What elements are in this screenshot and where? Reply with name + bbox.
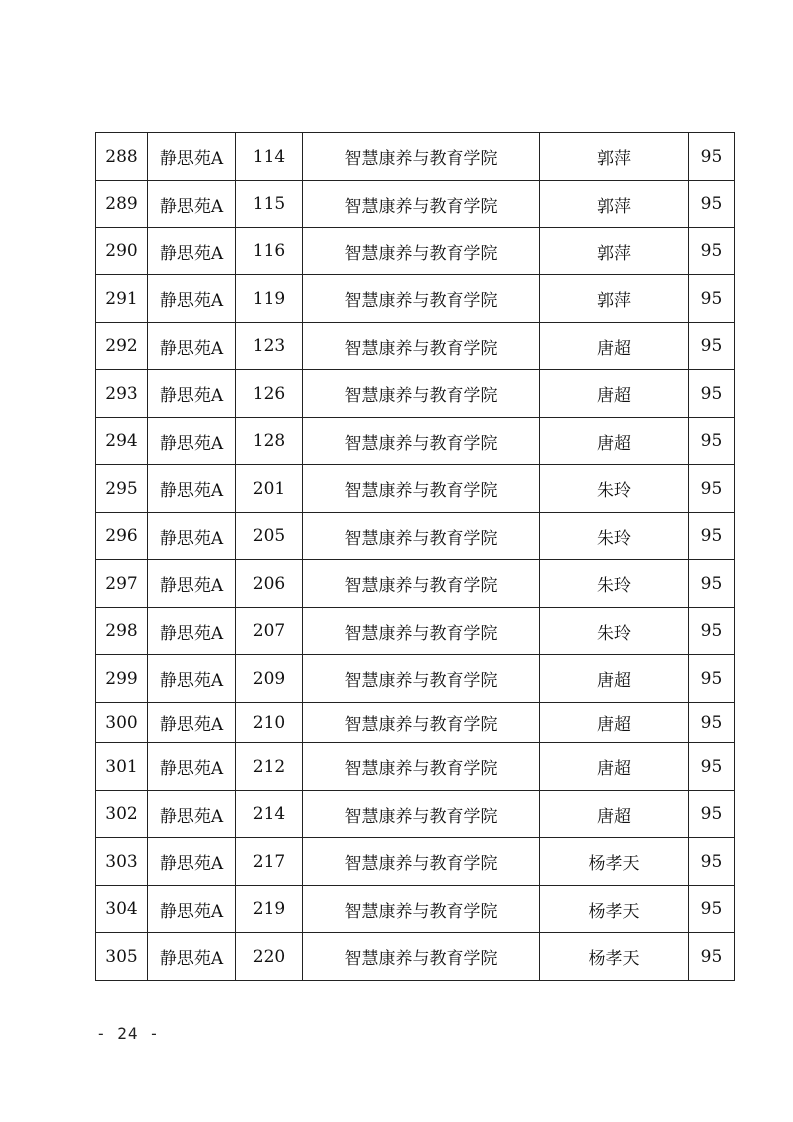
building-cell: 静思苑A — [148, 608, 236, 655]
responsible-person-cell: 朱玲 — [540, 465, 689, 513]
building-cell: 静思苑A — [148, 791, 236, 838]
score-cell: 95 — [689, 465, 735, 513]
college-cell: 智慧康养与教育学院 — [303, 418, 540, 465]
college-cell: 智慧康养与教育学院 — [303, 181, 540, 228]
table-row — [96, 370, 735, 418]
college-cell: 智慧康养与教育学院 — [303, 608, 540, 655]
score-cell: 95 — [689, 608, 735, 655]
responsible-person-cell: 杨孝天 — [540, 886, 689, 933]
score-cell: 95 — [689, 838, 735, 886]
score-table-container — [95, 132, 735, 981]
room-number-cell: 209 — [236, 655, 303, 703]
responsible-person-cell: 郭萍 — [540, 133, 689, 181]
building-cell: 静思苑A — [148, 560, 236, 608]
room-number-cell: 126 — [236, 370, 303, 418]
responsible-person-cell: 杨孝天 — [540, 933, 689, 981]
table-row — [96, 181, 735, 228]
score-cell: 95 — [689, 133, 735, 181]
score-cell: 95 — [689, 228, 735, 275]
college-cell: 智慧康养与教育学院 — [303, 655, 540, 703]
building-cell: 静思苑A — [148, 133, 236, 181]
score-cell: 95 — [689, 560, 735, 608]
score-cell: 95 — [689, 743, 735, 791]
table-row — [96, 791, 735, 838]
college-cell: 智慧康养与教育学院 — [303, 886, 540, 933]
responsible-person-cell: 郭萍 — [540, 228, 689, 275]
page-number: - 24 - — [96, 1024, 160, 1043]
score-cell: 95 — [689, 181, 735, 228]
room-number-cell: 128 — [236, 418, 303, 465]
room-number-cell: 212 — [236, 743, 303, 791]
table-row — [96, 228, 735, 275]
table-row — [96, 886, 735, 933]
score-cell: 95 — [689, 886, 735, 933]
building-cell: 静思苑A — [148, 933, 236, 981]
building-cell: 静思苑A — [148, 886, 236, 933]
college-cell: 智慧康养与教育学院 — [303, 560, 540, 608]
responsible-person-cell: 唐超 — [540, 743, 689, 791]
row-number-cell: 297 — [96, 560, 148, 608]
table-row — [96, 933, 735, 981]
table-row — [96, 743, 735, 791]
room-number-cell: 219 — [236, 886, 303, 933]
responsible-person-cell: 唐超 — [540, 791, 689, 838]
table-row — [96, 608, 735, 655]
room-number-cell: 210 — [236, 703, 303, 743]
table-row — [96, 465, 735, 513]
college-cell: 智慧康养与教育学院 — [303, 513, 540, 560]
responsible-person-cell: 唐超 — [540, 703, 689, 743]
table-row — [96, 513, 735, 560]
table-row — [96, 418, 735, 465]
room-number-cell: 217 — [236, 838, 303, 886]
college-cell: 智慧康养与教育学院 — [303, 465, 540, 513]
college-cell: 智慧康养与教育学院 — [303, 791, 540, 838]
responsible-person-cell: 郭萍 — [540, 181, 689, 228]
table-row — [96, 323, 735, 370]
responsible-person-cell: 唐超 — [540, 655, 689, 703]
responsible-person-cell: 唐超 — [540, 323, 689, 370]
row-number-cell: 288 — [96, 133, 148, 181]
college-cell: 智慧康养与教育学院 — [303, 133, 540, 181]
building-cell: 静思苑A — [148, 838, 236, 886]
score-cell: 95 — [689, 703, 735, 743]
room-number-cell: 116 — [236, 228, 303, 275]
room-number-cell: 115 — [236, 181, 303, 228]
room-number-cell: 206 — [236, 560, 303, 608]
score-cell: 95 — [689, 513, 735, 560]
responsible-person-cell: 杨孝天 — [540, 838, 689, 886]
college-cell: 智慧康养与教育学院 — [303, 323, 540, 370]
college-cell: 智慧康养与教育学院 — [303, 370, 540, 418]
room-number-cell: 114 — [236, 133, 303, 181]
room-number-cell: 207 — [236, 608, 303, 655]
room-number-cell: 214 — [236, 791, 303, 838]
responsible-person-cell: 唐超 — [540, 418, 689, 465]
building-cell: 静思苑A — [148, 275, 236, 323]
row-number-cell: 291 — [96, 275, 148, 323]
row-number-cell: 299 — [96, 655, 148, 703]
responsible-person-cell: 朱玲 — [540, 513, 689, 560]
row-number-cell: 296 — [96, 513, 148, 560]
building-cell: 静思苑A — [148, 228, 236, 275]
college-cell: 智慧康养与教育学院 — [303, 275, 540, 323]
college-cell: 智慧康养与教育学院 — [303, 228, 540, 275]
row-number-cell: 293 — [96, 370, 148, 418]
building-cell: 静思苑A — [148, 418, 236, 465]
row-number-cell: 294 — [96, 418, 148, 465]
score-cell: 95 — [689, 418, 735, 465]
building-cell: 静思苑A — [148, 323, 236, 370]
row-number-cell: 290 — [96, 228, 148, 275]
responsible-person-cell: 朱玲 — [540, 560, 689, 608]
room-number-cell: 201 — [236, 465, 303, 513]
building-cell: 静思苑A — [148, 181, 236, 228]
building-cell: 静思苑A — [148, 465, 236, 513]
responsible-person-cell: 郭萍 — [540, 275, 689, 323]
college-cell: 智慧康养与教育学院 — [303, 703, 540, 743]
dormitory-score-table — [95, 132, 735, 981]
college-cell: 智慧康养与教育学院 — [303, 743, 540, 791]
building-cell: 静思苑A — [148, 655, 236, 703]
row-number-cell: 295 — [96, 465, 148, 513]
row-number-cell: 305 — [96, 933, 148, 981]
responsible-person-cell: 朱玲 — [540, 608, 689, 655]
row-number-cell: 301 — [96, 743, 148, 791]
room-number-cell: 119 — [236, 275, 303, 323]
row-number-cell: 300 — [96, 703, 148, 743]
row-number-cell: 302 — [96, 791, 148, 838]
row-number-cell: 292 — [96, 323, 148, 370]
row-number-cell: 304 — [96, 886, 148, 933]
score-cell: 95 — [689, 791, 735, 838]
room-number-cell: 205 — [236, 513, 303, 560]
table-row — [96, 838, 735, 886]
table-row — [96, 275, 735, 323]
college-cell: 智慧康养与教育学院 — [303, 838, 540, 886]
row-number-cell: 303 — [96, 838, 148, 886]
score-cell: 95 — [689, 933, 735, 981]
table-body — [96, 133, 735, 981]
score-cell: 95 — [689, 323, 735, 370]
table-row — [96, 703, 735, 743]
table-row — [96, 560, 735, 608]
responsible-person-cell: 唐超 — [540, 370, 689, 418]
score-cell: 95 — [689, 370, 735, 418]
college-cell: 智慧康养与教育学院 — [303, 933, 540, 981]
row-number-cell: 289 — [96, 181, 148, 228]
table-row — [96, 655, 735, 703]
building-cell: 静思苑A — [148, 370, 236, 418]
building-cell: 静思苑A — [148, 513, 236, 560]
building-cell: 静思苑A — [148, 743, 236, 791]
building-cell: 静思苑A — [148, 703, 236, 743]
row-number-cell: 298 — [96, 608, 148, 655]
table-row — [96, 133, 735, 181]
room-number-cell: 123 — [236, 323, 303, 370]
room-number-cell: 220 — [236, 933, 303, 981]
score-cell: 95 — [689, 275, 735, 323]
score-cell: 95 — [689, 655, 735, 703]
